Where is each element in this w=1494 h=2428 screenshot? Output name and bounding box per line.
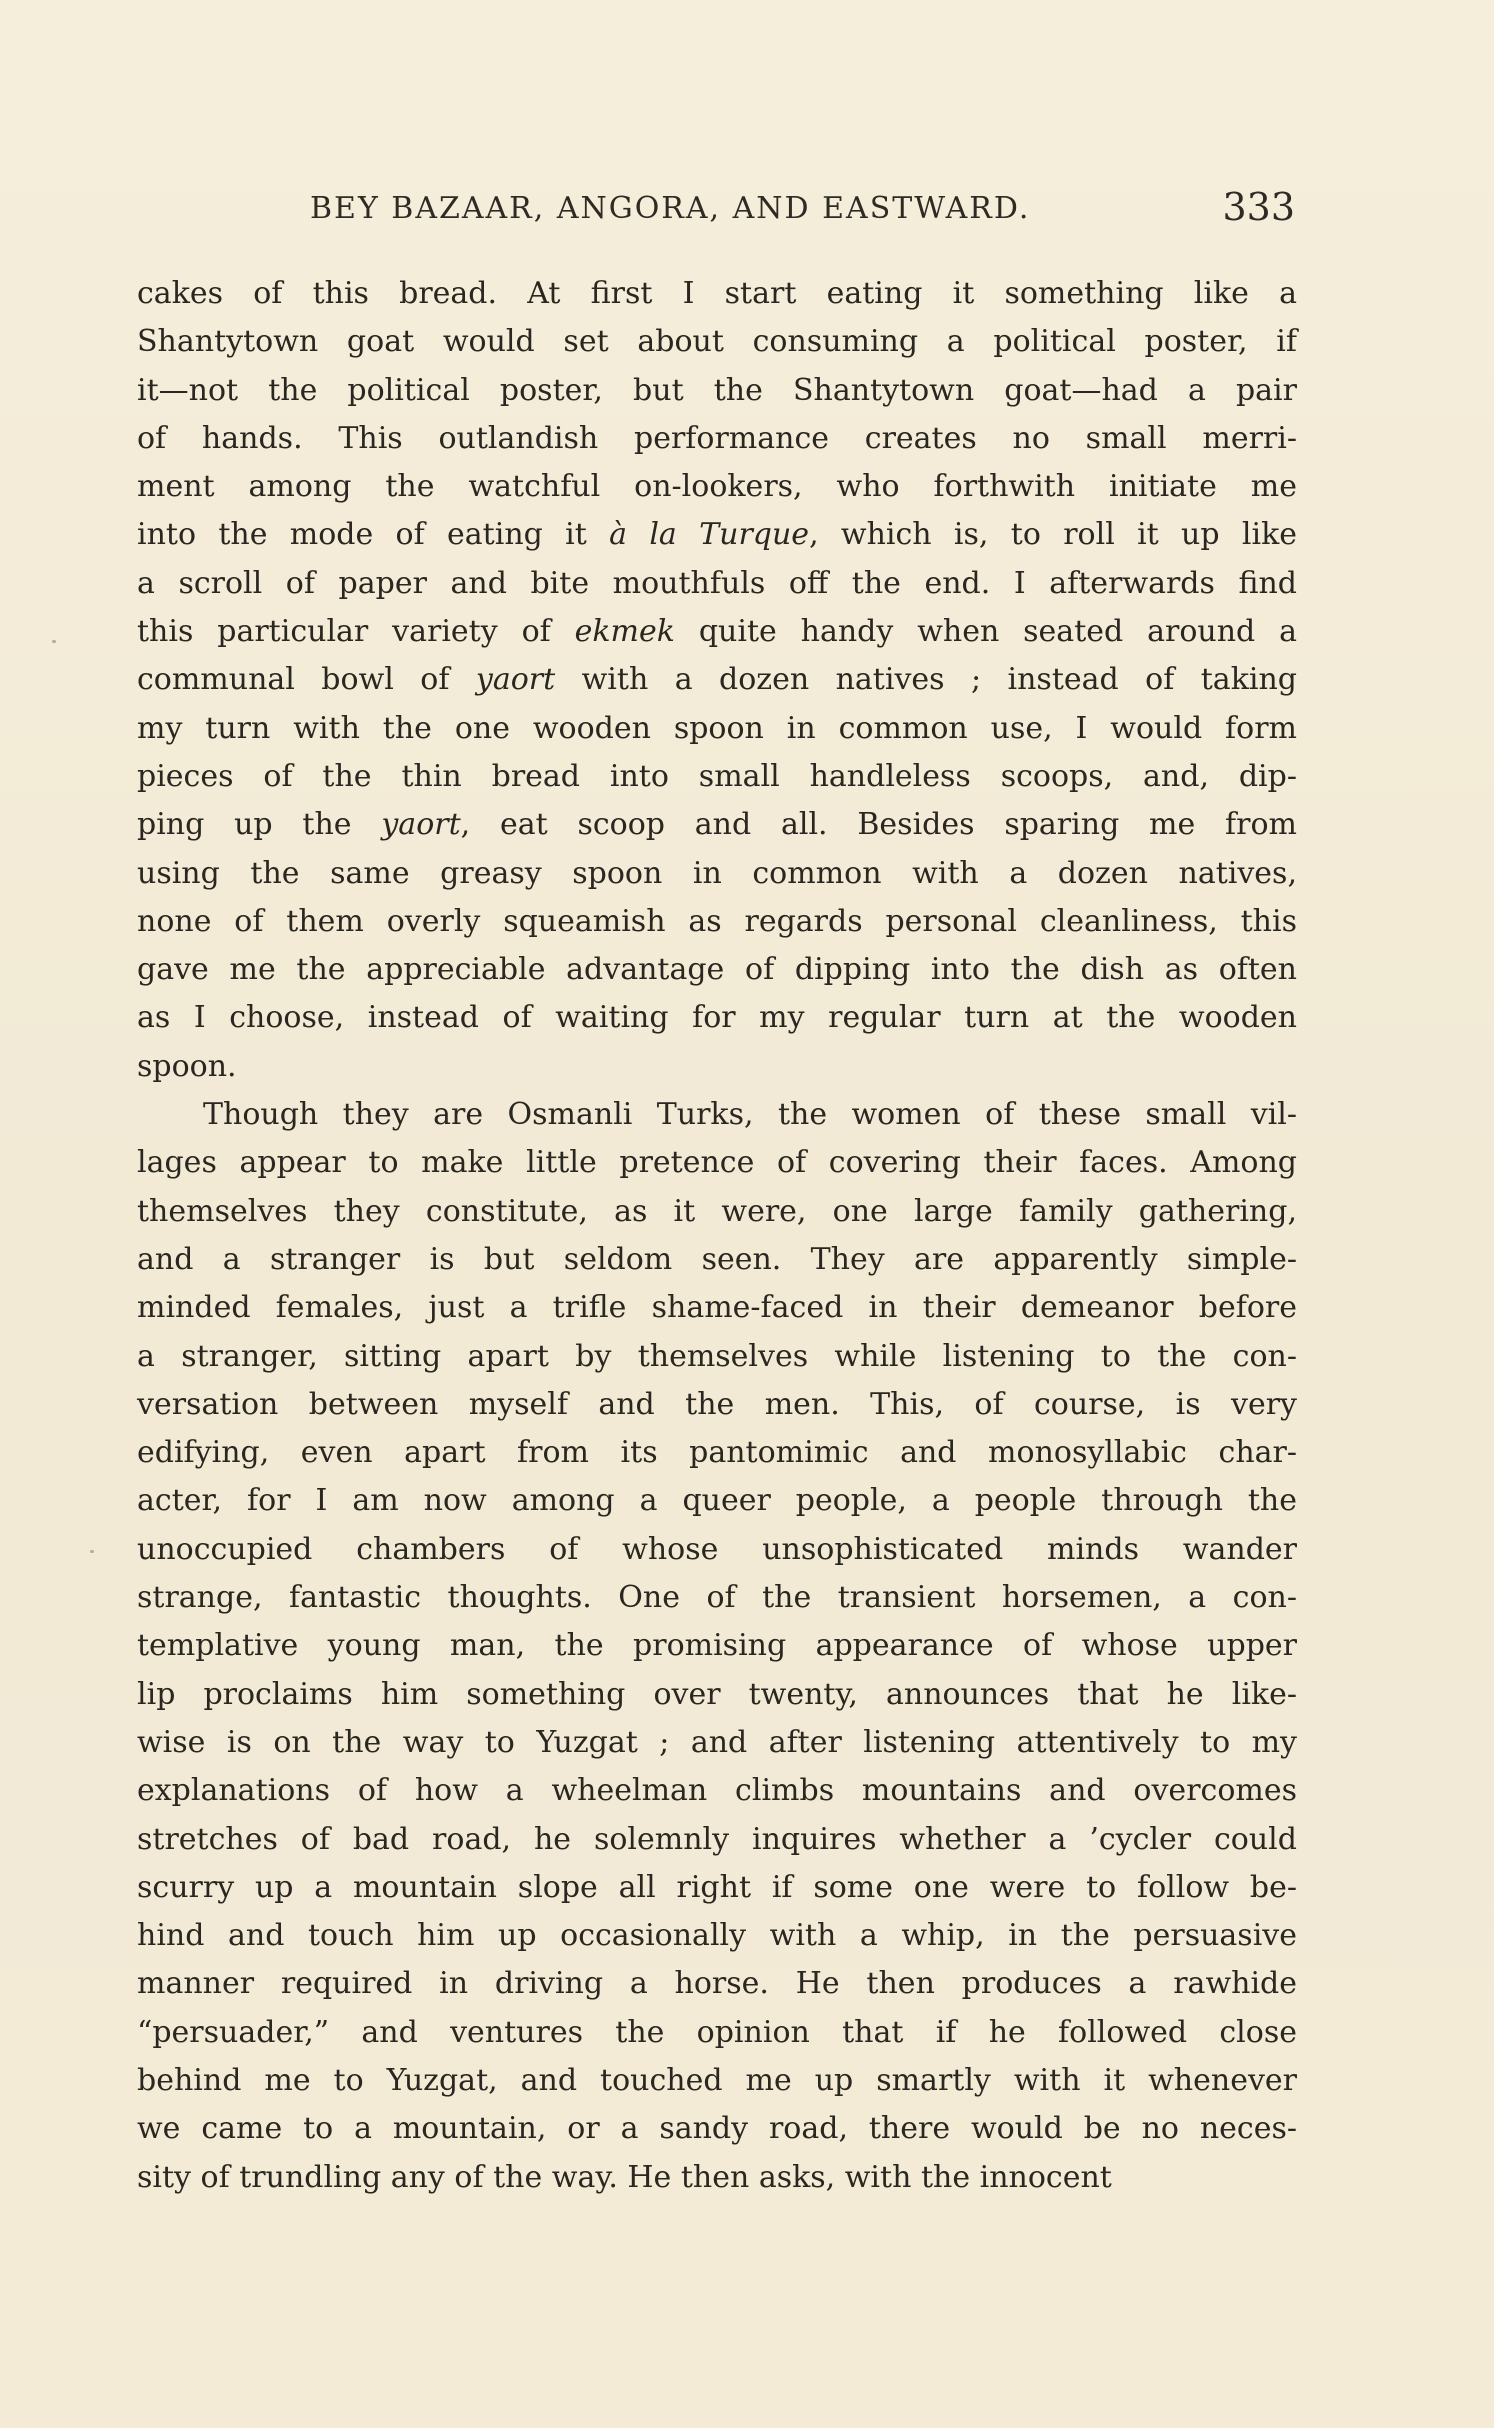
text-line: we came to a mountain, or a sandy road, there would be no neces- xyxy=(137,2111,1297,2147)
text-line: lages appear to make little pretence of covering their faces. Among xyxy=(137,1145,1297,1181)
paragraph-2 xyxy=(137,1091,1297,2202)
text-line: scurry up a mountain slope all right if some one were to follow be- xyxy=(137,1869,1297,1905)
text-line: communal bowl of yaort with a dozen natives ; instead of taking xyxy=(137,662,1297,698)
text-line: versation between myself and the men. This, of course, is very xyxy=(137,1386,1297,1422)
text-line: this particular variety of ekmek quite handy when seated around a xyxy=(137,614,1297,650)
text-line: into the mode of eating it à la Turque, which is, to roll it up like xyxy=(137,517,1298,553)
text-line: “persuader,” and ventures the opinion that if he followed close xyxy=(137,2014,1297,2050)
text-line: sity of trundling any of the way. He then asks, with the innocent xyxy=(137,2159,1112,2195)
page-number: 333 xyxy=(1222,185,1295,229)
body-text xyxy=(137,270,1297,2202)
text-line: pieces of the thin bread into small handleless scoops, and, dip- xyxy=(137,758,1297,794)
text-line: strange, fantastic thoughts. One of the transient horsemen, a con- xyxy=(137,1580,1297,1616)
text-line: hind and touch him up occasionally with a whip, in the persuasive xyxy=(137,1918,1297,1954)
text-line: templative young man, the promising appearance of whose upper xyxy=(137,1628,1297,1664)
text-line: explanations of how a wheelman climbs mountains and overcomes xyxy=(137,1773,1297,1809)
text-line: cakes of this bread. At first I start eating it something like a xyxy=(137,276,1297,311)
text-line: my turn with the one wooden spoon in common use, I would form xyxy=(137,710,1297,746)
running-head: BEY BAZAAR, ANGORA, AND EASTWARD. xyxy=(310,191,1031,226)
margin-speck xyxy=(90,1550,94,1553)
text-line: Shantytown goat would set about consuming a political poster, if xyxy=(137,324,1297,360)
text-line: themselves they constitute, as it were, one large family gathering, xyxy=(137,1193,1297,1229)
text-line: gave me the appreciable advantage of dipping into the dish as often xyxy=(137,952,1297,988)
text-line: and a stranger is but seldom seen. They are apparently simple- xyxy=(137,1241,1297,1277)
text-line: acter, for I am now among a queer people, a people through the xyxy=(137,1483,1297,1519)
text-line: Though they are Osmanli Turks, the women of these small vil- xyxy=(203,1097,1297,1133)
text-line: ping up the yaort, eat scoop and all. Besides sparing me from xyxy=(137,807,1298,843)
text-line: none of them overly squeamish as regards personal cleanliness, this xyxy=(137,903,1297,939)
text-line: minded females, just a trifle shame-faced in their demeanor before xyxy=(137,1290,1297,1326)
text-line: spoon. xyxy=(137,1048,237,1084)
text-line: of hands. This outlandish performance creates no small merri- xyxy=(137,420,1297,456)
text-line: lip proclaims him something over twenty, announces that he like- xyxy=(137,1676,1297,1712)
text-line: ment among the watchful on-lookers, who forthwith initiate me xyxy=(137,469,1297,505)
text-line: edifying, even apart from its pantomimic and monosyllabic char- xyxy=(137,1435,1297,1471)
page-header xyxy=(135,185,1295,235)
text-line: a stranger, sitting apart by themselves while listening to the con- xyxy=(137,1338,1297,1374)
text-line: wise is on the way to Yuzgat ; and after listening attentively to my xyxy=(137,1724,1297,1760)
text-line: a scroll of paper and bite mouthfuls off the end. I afterwards find xyxy=(137,565,1297,601)
paragraph-1 xyxy=(137,270,1297,1091)
text-line: manner required in driving a horse. He then produces a rawhide xyxy=(137,1966,1297,2002)
text-line: stretches of bad road, he solemnly inquires whether a ’cycler could xyxy=(137,1821,1297,1857)
text-line: as I choose, instead of waiting for my regular turn at the wooden xyxy=(137,1000,1297,1036)
text-line: it—not the political poster, but the Shantytown goat—had a pair xyxy=(137,372,1297,408)
margin-speck xyxy=(52,640,56,643)
text-line: unoccupied chambers of whose unsophisticated minds wander xyxy=(137,1531,1297,1567)
text-line: behind me to Yuzgat, and touched me up smartly with it whenever xyxy=(137,2062,1297,2098)
text-line: using the same greasy spoon in common with a dozen natives, xyxy=(137,855,1297,891)
